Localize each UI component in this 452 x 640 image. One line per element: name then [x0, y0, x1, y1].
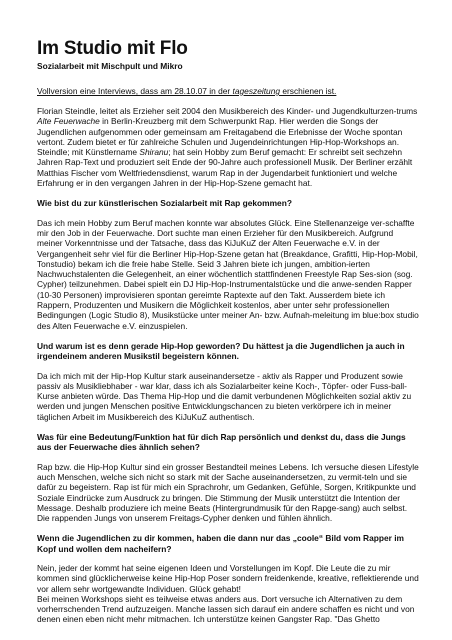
venue-name: Alte Feuerwache: [37, 116, 100, 127]
answer-3: Rap bzw. die Hip-Hop Kultur sind ein grosser Bestandteil meines Lebens. Ich versuche diesen Lifestyle auch Menschen, welche sich nicht so stark mit der Sache auseinandersetzen, zu vermit-teln und sie dafür zu begeistern. Rap ist für mich ein Sprachrohr, um Gedanken, Gefühle, Sorgen, Kritikpunkte und Soziale Eindrücke zum Ausdruck zu bringen. Die Stimmung der Musik unterstützt die Intention der Message. Deshalb produziere ich meine Beats (Hintergrundmusik für den Rapge-sang) auch selbst. Die rappenden Jungs von unserem Freitags-Cypher denken und fühlen ähnlich.: [37, 461, 419, 524]
intro-link-pre: Vollversion eine Interviews, dass am 28.10.07 in der: [37, 86, 233, 96]
intro-link[interactable]: [37, 86, 421, 97]
question-4: Wenn die Jugendlichen zu dir kommen, haben die dann nur das „coole“ Bild vom Rapper im Kopf und wollen dem nacheifern?: [37, 533, 405, 554]
answer-2: Da ich mich mit der Hip-Hop Kultur stark auseinandersetze - aktiv als Rapper und Produzent sowie passiv als Musikliebhaber - war klar, dass ich als Sozialarbeiter keine Koch-, Töpfer- oder Fuss-ball-Kurse anbieten würde. Das Thema Hip-Hop und die damit verbundenen Möglichkeiten sozial aktiv zu werden und jungen Menschen positive Entwicklungschancen zu bieten verkörpere ich in meiner täglichen Arbeit im Musikbereich des KiJuKuZ authentisch.: [37, 370, 412, 422]
intro-paragraph: Florian Steindle, leitet als Erzieher seit 2004 den Musikbereich des Kinder- und Jugendkulturzen-trums Alte Feuerwache in Berlin-Kreuzberg mit dem Schwerpunkt Rap. Hier werden die Songs der Jugendlichen aufgenommen oder gemeinsam am Freitagabend die Erlebnisse der Woche spontan vertont. Zudem bietet er für zahlreiche Schulen und Jugendeinrichtungen Hip-Hop-Workshops an. Steindle; mit Künstlername Shiranu; hat sein Hobby zum Beruf gemacht: Er schreibt seit sechzehn Jahren Rap-Text und produziert seit Ende der 90-Jahre auch professionell Musik. Der Berliner erzählt Matthias Fischer vom Weltfriedensdienst, warum Rap in der Jugendarbeit funktioniert und welche Erfahrung er in den vergangen Jahren in der Hip-Hop-Szene gemacht hat.: [37, 106, 418, 189]
answer-4-continued: Bei meinen Workshops sieht es teilweise etwas anders aus. Dort versuche ich Alternativen zu dem vorherrschenden Trend aufzuzeigen. Manche lassen sich darauf ein andere schaffen es nicht und von denen einen eben nicht mehr mitmachen. Ich unterstütze keinen Gangster Rap. "Das Ghetto: [37, 593, 415, 625]
document-page: [37, 38, 421, 625]
question-1: Wie bist du zur künstlerischen Sozialarbeit mit Rap gekommen?: [37, 198, 292, 209]
question-3: Was für eine Bedeutung/Funktion hat für dich Rap persönlich und denkst du, dass die Jungs aus der Feuerwache dies ähnlich sehen?: [37, 432, 406, 453]
page-subtitle: Sozialarbeit mit Mischpult und Mikro: [37, 61, 183, 71]
intro-link-post: erschienen ist.: [280, 86, 337, 96]
question-2: Und warum ist es denn gerade Hip-Hop geworden? Du hättest ja die Jugendlichen ja auch in irgendeinem anderen Musikstil begeistern können.: [37, 340, 405, 362]
page-title: Im Studio mit Flo: [37, 38, 188, 59]
intro-link-paper: tageszeitung: [232, 86, 281, 96]
answer-1: Das ich mein Hobby zum Beruf machen konnte war absolutes Glück. Eine Stellenanzeige ver-schaffte mir den Job in der Feuerwache. Dort suchte man einen Erzieher für den Musikbereich. Aufgrund meiner Vorkenntnisse und der Tatsache, dass das KiJuKuZ der Alten Feuerwache e.V. in der Vergangenheit sehr viel für die Berliner Hip-Hop-Szene getan hat (Breakdance, Grafitti, Hip-Hop-Mobil, Tonstudio) bekam ich die freie habe Stelle. Seid 3 Jahren biete ich jungen, ambition-ierten Nachwuchstalenten die Gelegenheit, an einer wöchentlich stattfindenen Freestyle Rap Ses-sion (sog. Cypher) teilzunehmen. Dabei spielt ein DJ Hip-Hop-Instrumentalstücke und die anwe-senden Rapper (10-30 Personen) improvisieren spontan gereimte Raptexte auf den Takt. Ausserdem biete ich Rappern, Produzenten und Musikern die Möglichkeit kostenlos, aber unter sehr professionellen Bedingungen (Logic Studio 8), Musikstücke unter meiner An- bzw. Aufnah-meleitung im blue:box studio des Alten Feuerwache e.V. einzuspielen.: [37, 217, 419, 331]
artist-alias: Shiranu: [139, 147, 169, 158]
answer-4: Nein, jeder der kommt hat seine eigenen Ideen und Vorstellungen im Kopf. Die Leute die zu mir kommen sind glücklicherweise keine Hip-Hop Poser sondern freidenkende, kreative, reflektierende und vor allem sehr wortgewandte Individuen. Glück gehabt!: [37, 562, 419, 594]
